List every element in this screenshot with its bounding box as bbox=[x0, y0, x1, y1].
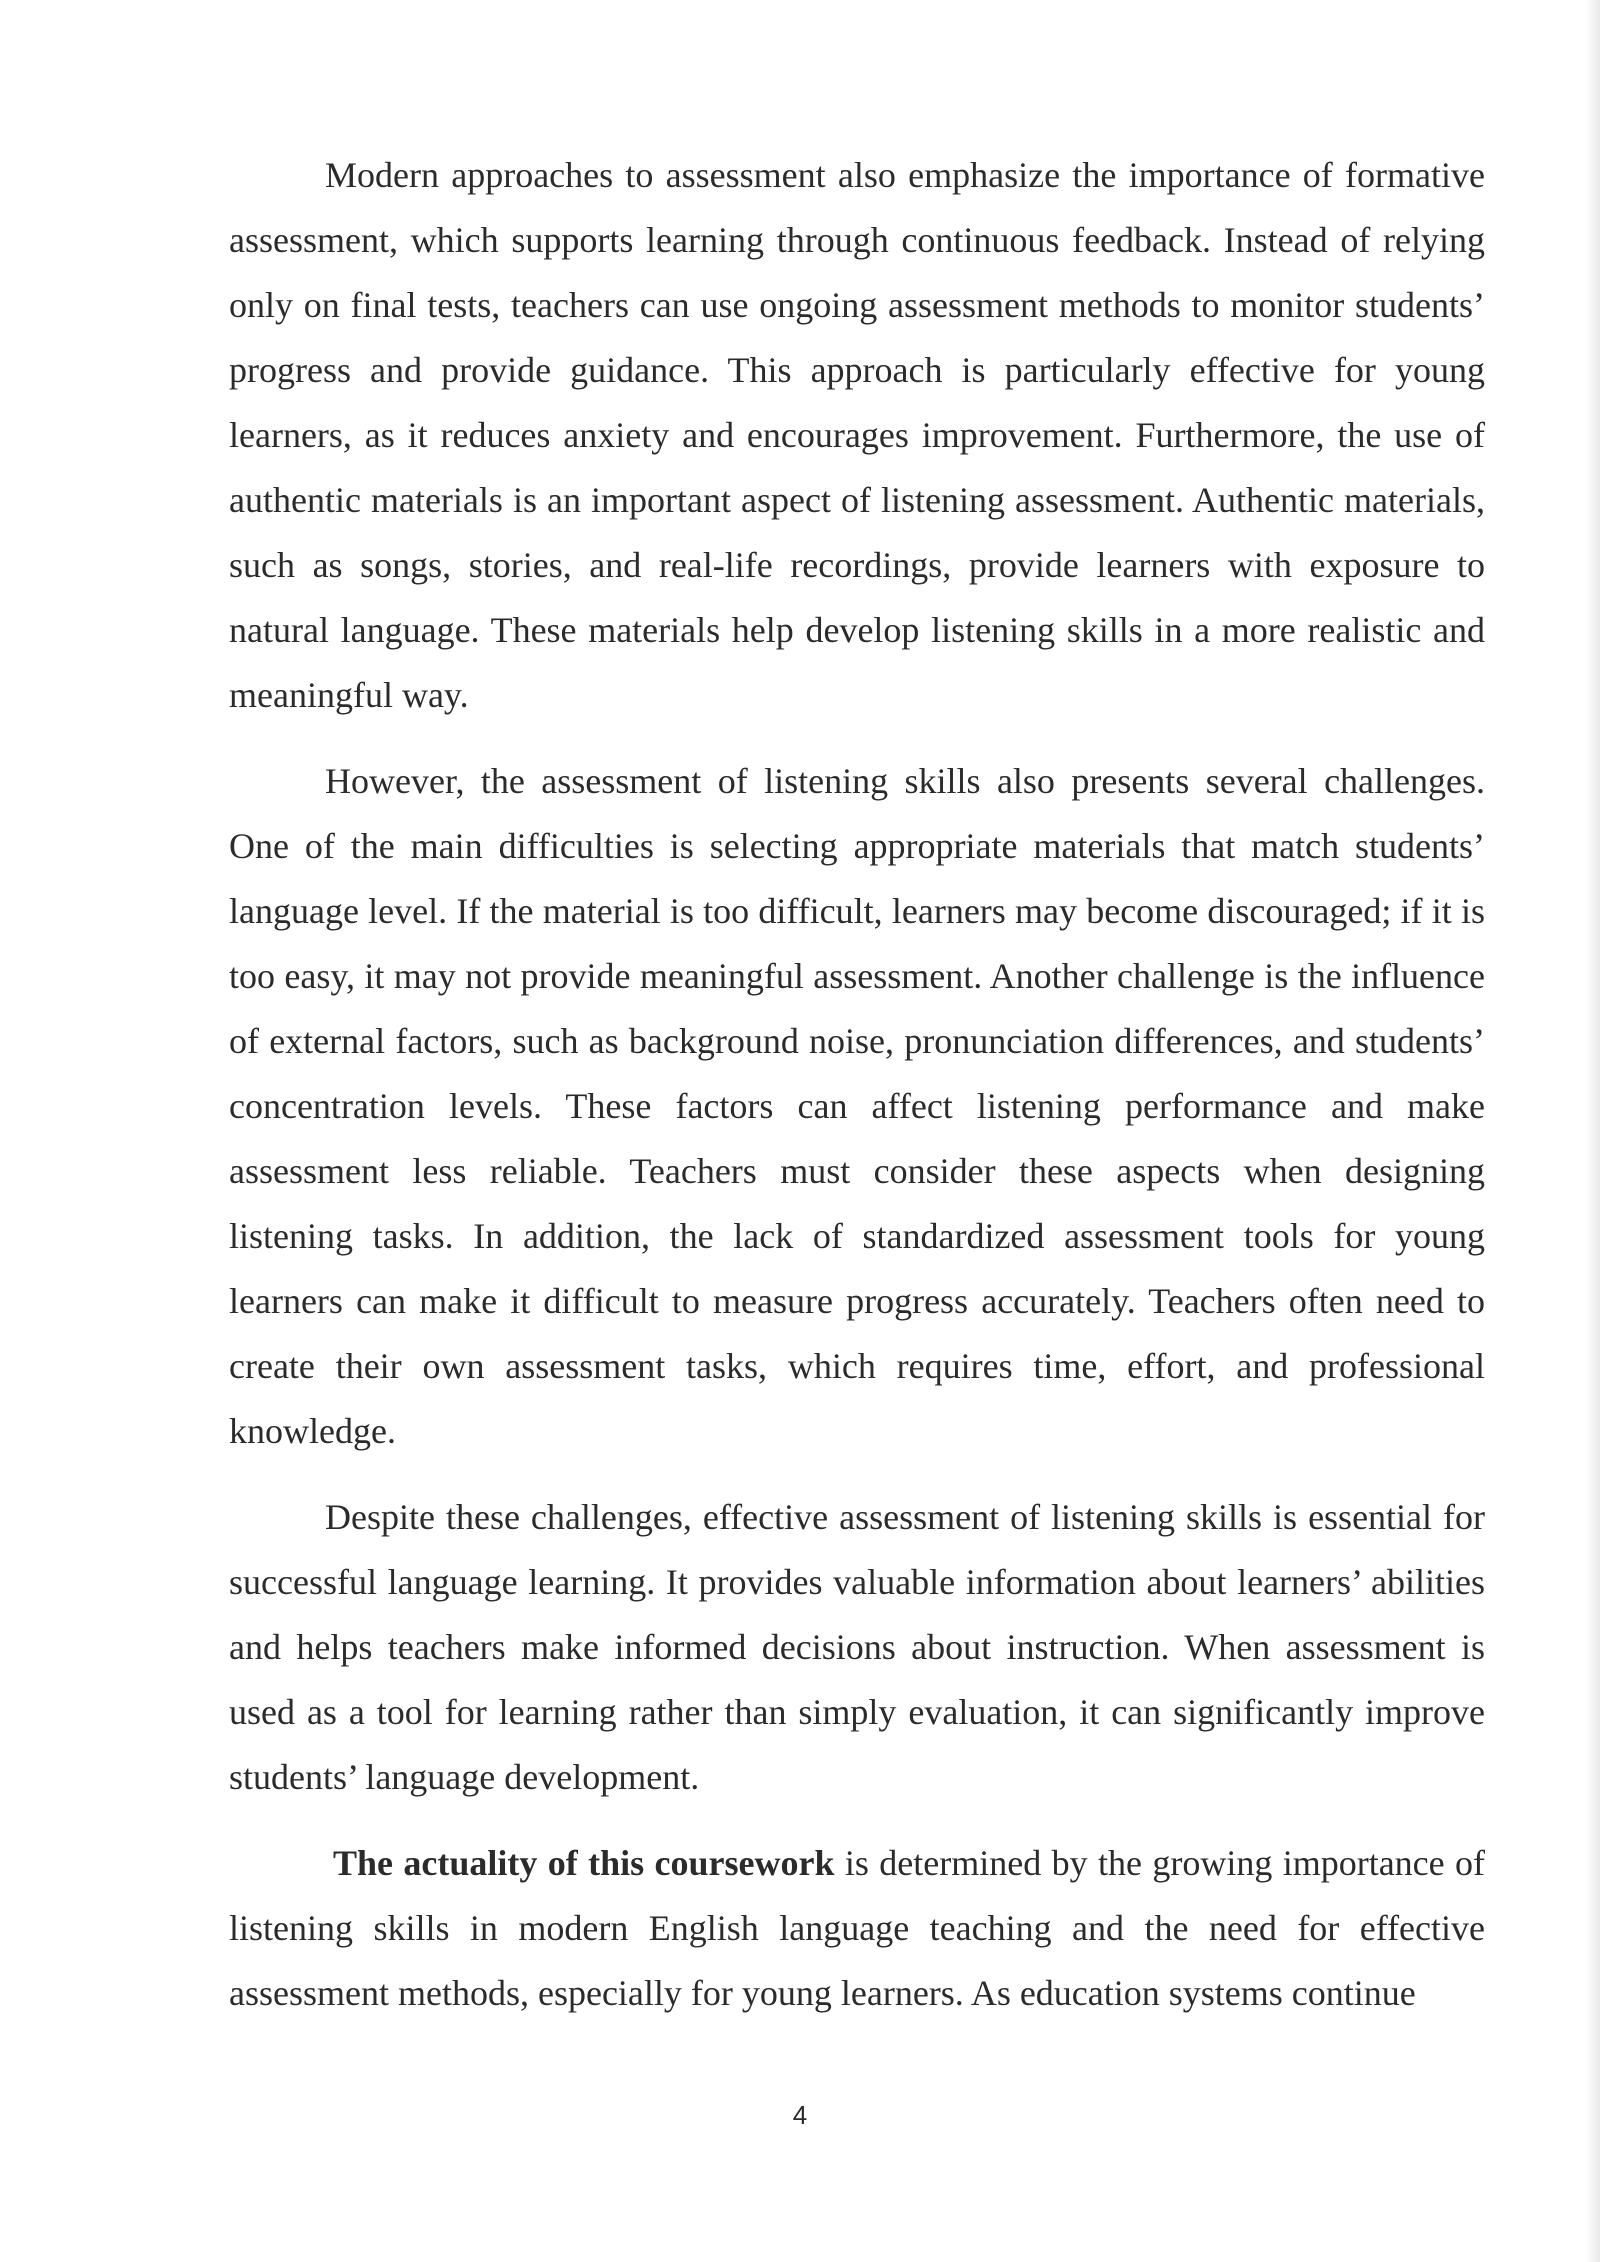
page-edge-shadow bbox=[1586, 0, 1600, 2262]
page-number: 4 bbox=[792, 2100, 808, 2130]
actuality-heading: The actuality of this coursework bbox=[333, 1843, 835, 1883]
actuality-text: is determined by the growing importance of listening skills in modern English language teaching and the need for effective assessment methods, especially for young learners. As education systems continue bbox=[229, 1843, 1486, 2013]
paragraph-challenges: However, the assessment of listening skills also presents several challenges. One of the main difficulties is selecting appropriate materials that match students’ language level. If the material is too difficult, learners may become discouraged; if it is too easy, it may not provide meaningful assessment. Another challenge is the influence of external factors, such as background noise, pronunciation differences, and students’ concentration levels. These factors can affect listening performance and make assessment less reliable. Teachers must consider these aspects when designing listening tasks. In addition, the lack of standardized assessment tools for young learners can make it difficult to measure progress accurately. Teachers often need to create their own assessment tasks, which requires time, effort, and professional knowledge. bbox=[229, 761, 1485, 1451]
paragraph-despite-challenges: Despite these challenges, effective assessment of listening skills is essential for successful language learning. It provides valuable information about learners’ abilities and helps teachers make informed decisions about instruction. When assessment is used as a tool for learning rather than simply evaluation, it can significantly improve students’ language development. bbox=[229, 1497, 1485, 1797]
page-body bbox=[229, 143, 1485, 2026]
paragraph-formative-assessment: Modern approaches to assessment also emphasize the importance of formative assessment, which supports learning through continuous feedback. Instead of relying only on final tests, teachers can use ongoing assessment methods to monitor students’ progress and provide guidance. This approach is particularly effective for young learners, as it reduces anxiety and encourages improvement. Furthermore, the use of authentic materials is an important aspect of listening assessment. Authentic materials, such as songs, stories, and real-life recordings, provide learners with exposure to natural language. These materials help develop listening skills in a more realistic and meaningful way. bbox=[229, 155, 1485, 715]
paragraph-actuality bbox=[229, 1831, 1485, 2026]
